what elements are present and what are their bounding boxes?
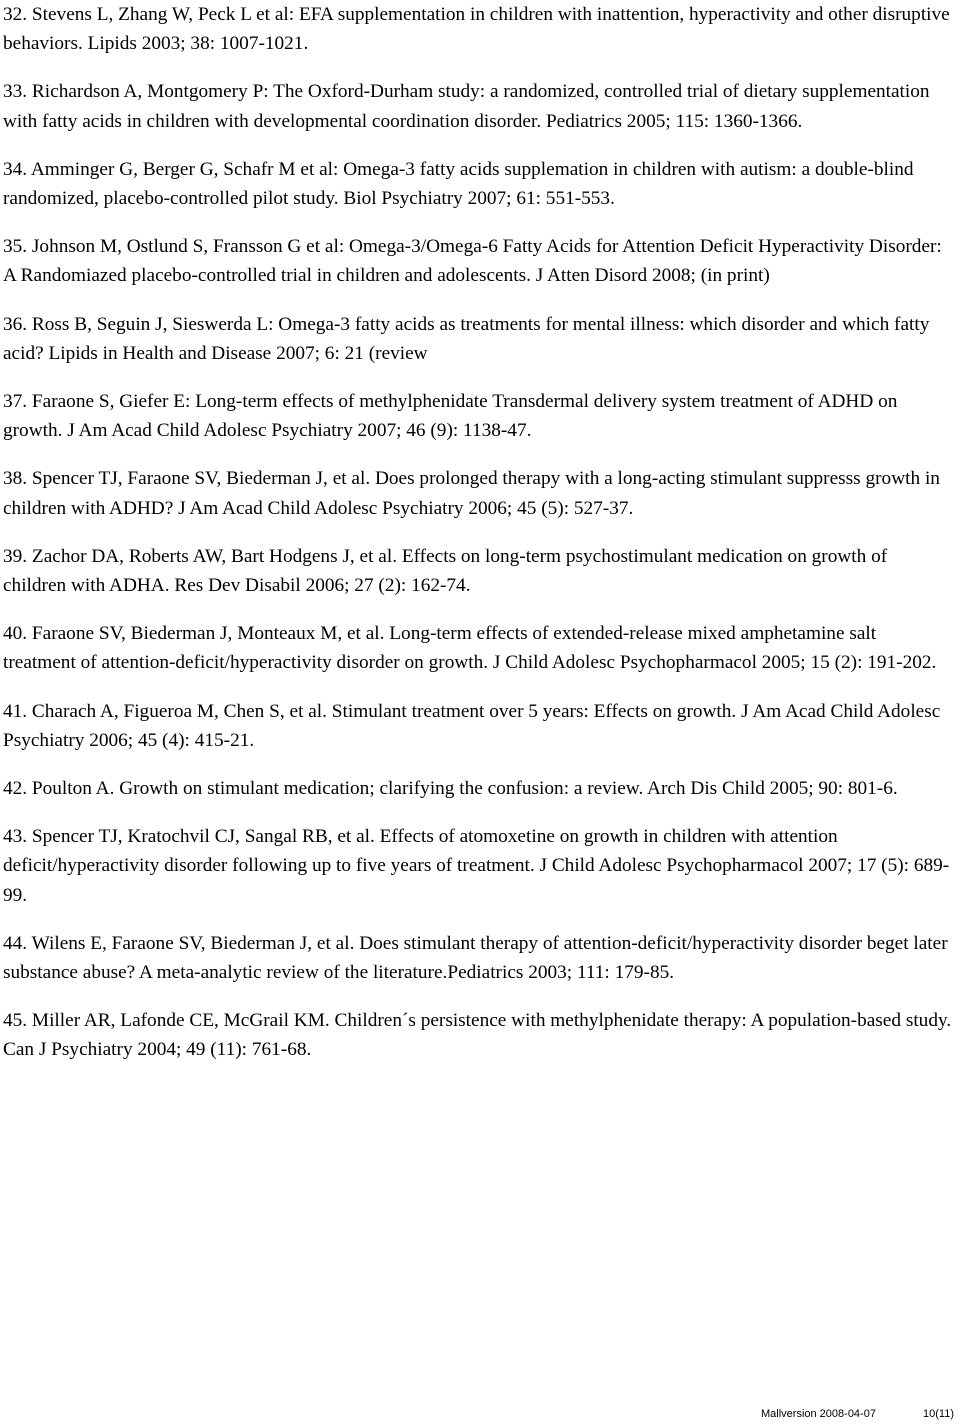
reference-item-43: 43. Spencer TJ, Kratochvil CJ, Sangal RB, et al. Effects of atomoxetine on growth in children with attention deficit/hyperactivity disorder following up to five years of treatment. J Child Adolesc Psychopharmacol 2007; 17 (5): 689-99. bbox=[3, 826, 950, 906]
page-footer bbox=[761, 1408, 954, 1420]
reference-item-36: 36. Ross B, Seguin J, Sieswerda L: Omega-3 fatty acids as treatments for mental illness: which disorder and which fatty acid? Lipids in Health and Disease 2007; 6: 21 (review bbox=[3, 313, 930, 364]
page-number: 10(11) bbox=[923, 1408, 954, 1420]
reference-item-44: 44. Wilens E, Faraone SV, Biederman J, et al. Does stimulant therapy of attention-deficit/hyperactivity disorder beget later substance abuse? A meta-analytic review of the literature.Pediatrics 2003; 111: 179-85. bbox=[3, 932, 948, 984]
reference-item-38: 38. Spencer TJ, Faraone SV, Biederman J, et al. Does prolonged therapy with a long-acting stimulant suppresss growth in children with ADHD? J Am Acad Child Adolesc Psychiatry 2006; 45 (5): 527-37. bbox=[3, 468, 940, 519]
reference-item-45: 45. Miller AR, Lafonde CE, McGrail KM. Children´s persistence with methylphenidate therapy: A population-based study. Can J Psychiatry 2004; 49 (11): 761-68. bbox=[3, 1010, 952, 1061]
reference-item-34: 34. Amminger G, Berger G, Schafr M et al: Omega-3 fatty acids supplemation in children with autism: a double-blind randomized, placebo-controlled pilot study. Biol Psychiatry 2007; 61: 551-553. bbox=[3, 158, 914, 210]
reference-item-39: 39. Zachor DA, Roberts AW, Bart Hodgens J, et al. Effects on long-term psychostimulant medication on growth of children with ADHA. Res Dev Disabil 2006; 27 (2): 162-74. bbox=[3, 545, 888, 597]
reference-item-40: 40. Faraone SV, Biederman J, Monteaux M, et al. Long-term effects of extended-release mixed amphetamine salt treatment of attention-deficit/hyperactivity disorder on growth. J Child Adolesc Psychopharmacol 2005; 15 (2): 191-202. bbox=[3, 623, 937, 674]
reference-item-33: 33. Richardson A, Montgomery P: The Oxford-Durham study: a randomized, controlled trial of dietary supplementation with fatty acids in children with developmental coordination disorder. Pediatrics 2005; 115: 1360-1366. bbox=[3, 81, 930, 132]
reference-item-41: 41. Charach A, Figueroa M, Chen S, et al. Stimulant treatment over 5 years: Effects on growth. J Am Acad Child Adolesc Psychiatry 2006; 45 (4): 415-21. bbox=[3, 700, 941, 751]
reference-item-32: 32. Stevens L, Zhang W, Peck L et al: EFA supplementation in children with inattention, hyperactivity and other disruptive behaviors. Lipids 2003; 38: 1007-1021. bbox=[3, 4, 950, 55]
reference-item-35: 35. Johnson M, Ostlund S, Fransson G et al: Omega-3/Omega-6 Fatty Acids for Attention Deficit Hyperactivity Disorder: A Randomiazed placebo-controlled trial in children and adolescents. J Atten Disord 2008; (in print) bbox=[3, 236, 942, 287]
reference-list bbox=[3, 0, 953, 1084]
reference-item-42: 42. Poulton A. Growth on stimulant medication; clarifying the confusion: a review. Arch Dis Child 2005; 90: 801-6. bbox=[3, 778, 898, 800]
reference-item-37: 37. Faraone S, Giefer E: Long-term effects of methylphenidate Transdermal delivery system treatment of ADHD on growth. J Am Acad Child Adolesc Psychiatry 2007; 46 (9): 1138-47. bbox=[3, 391, 898, 442]
template-version: Mallversion 2008-04-07 bbox=[761, 1408, 876, 1420]
